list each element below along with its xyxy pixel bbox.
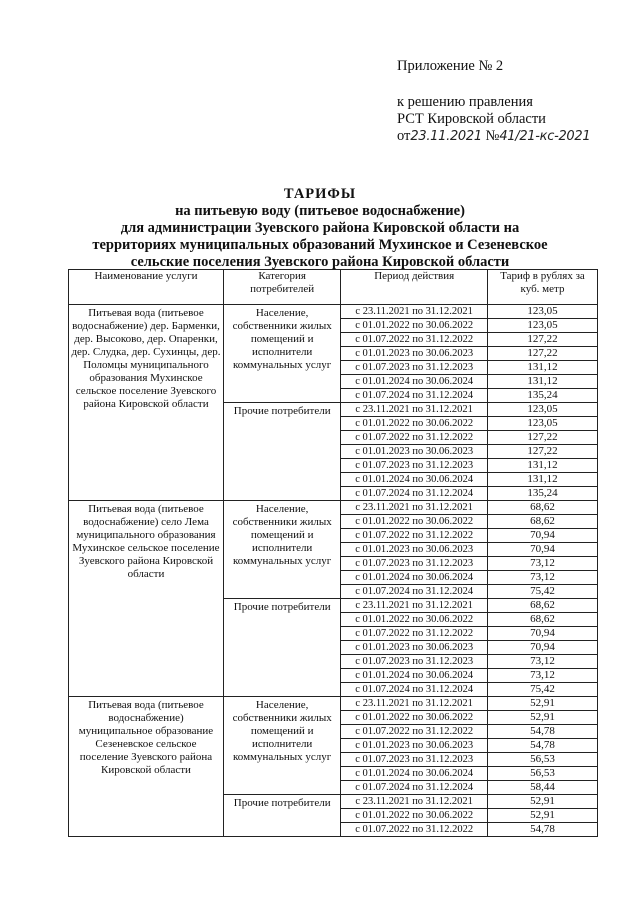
tariff-value-cell: 68,62 [488,613,598,627]
tariff-value-cell: 58,44 [488,781,598,795]
tariff-value-cell: 75,42 [488,585,598,599]
tariff-value-cell: 123,05 [488,305,598,319]
period-cell: с 01.01.2024 по 30.06.2024 [341,669,488,683]
consumer-category-cell: Прочие потребители [223,599,340,697]
table-row [69,501,598,515]
period-cell: с 23.11.2021 по 31.12.2021 [341,501,488,515]
period-cell: с 01.07.2022 по 31.12.2022 [341,823,488,837]
table-row [69,305,598,319]
period-cell: с 23.11.2021 по 31.12.2021 [341,697,488,711]
consumer-category-cell: Население, собственники жилых помещений и исполнители коммунальных услуг [223,305,340,403]
period-cell: с 23.11.2021 по 31.12.2021 [341,795,488,809]
period-cell: с 01.01.2023 по 30.06.2023 [341,641,488,655]
service-name-cell: Питьевая вода (питьевое водоснабжение) село Лема муниципального образования Мухинское сельское поселение Зуевского района Кировской области [69,501,224,697]
tariff-value-cell: 68,62 [488,599,598,613]
title-line-2: для администрации Зуевского района Кировской области на [120,220,520,236]
tariff-value-cell: 131,12 [488,459,598,473]
title-main: ТАРИФЫ [283,186,357,202]
period-cell: с 01.07.2022 по 31.12.2022 [341,725,488,739]
period-cell: с 01.07.2022 по 31.12.2022 [341,431,488,445]
tariff-value-cell: 54,78 [488,823,598,837]
period-cell: с 01.01.2024 по 30.06.2024 [341,473,488,487]
tariff-value-cell: 123,05 [488,417,598,431]
tariff-value-cell: 127,22 [488,333,598,347]
header-category: Категория потребителей [223,270,340,305]
document-title [0,186,640,271]
period-cell: с 01.01.2023 по 30.06.2023 [341,347,488,361]
period-cell: с 01.07.2022 по 31.12.2022 [341,627,488,641]
period-cell: с 01.01.2022 по 30.06.2022 [341,809,488,823]
period-cell: с 23.11.2021 по 31.12.2021 [341,599,488,613]
period-cell: с 01.01.2024 по 30.06.2024 [341,571,488,585]
period-cell: с 01.07.2023 по 31.12.2023 [341,557,488,571]
title-line-1: на питьевую воду (питьевое водоснабжение) [175,203,465,219]
consumer-category-cell: Население, собственники жилых помещений и исполнители коммунальных услуг [223,501,340,599]
header-period: Период действия [341,270,488,305]
period-cell: с 01.01.2023 по 30.06.2023 [341,739,488,753]
tariff-value-cell: 75,42 [488,683,598,697]
period-cell: с 01.01.2022 по 30.06.2022 [341,515,488,529]
period-cell: с 01.07.2024 по 31.12.2024 [341,389,488,403]
tariff-table-body [69,305,598,837]
period-cell: с 01.07.2023 по 31.12.2023 [341,361,488,375]
header-tariff: Тариф в рублях за куб. метр [488,270,598,305]
tariff-value-cell: 68,62 [488,515,598,529]
handwritten-number: 41/21-кс-2021 [499,129,591,144]
period-cell: с 23.11.2021 по 31.12.2021 [341,305,488,319]
period-cell: с 01.07.2023 по 31.12.2023 [341,459,488,473]
tariff-value-cell: 73,12 [488,655,598,669]
tariff-value-cell: 131,12 [488,473,598,487]
tariff-value-cell: 54,78 [488,739,598,753]
tariff-value-cell: 131,12 [488,361,598,375]
tariff-value-cell: 70,94 [488,627,598,641]
tariff-value-cell: 54,78 [488,725,598,739]
tariff-value-cell: 52,91 [488,711,598,725]
tariff-value-cell: 127,22 [488,347,598,361]
tariff-value-cell: 73,12 [488,669,598,683]
decision-line-2: РСТ Кировской области [397,111,546,127]
document-header [397,58,590,145]
handwritten-date: 23.11.2021 [410,129,482,144]
period-cell: с 01.07.2022 по 31.12.2022 [341,333,488,347]
period-cell: с 01.01.2023 по 30.06.2023 [341,445,488,459]
period-cell: с 01.07.2024 по 31.12.2024 [341,487,488,501]
period-cell: с 01.01.2022 по 30.06.2022 [341,319,488,333]
period-cell: с 01.07.2024 по 31.12.2024 [341,781,488,795]
tariff-value-cell: 56,53 [488,753,598,767]
period-cell: с 01.07.2023 по 31.12.2023 [341,655,488,669]
consumer-category-cell: Прочие потребители [223,795,340,837]
period-cell: с 01.07.2023 по 31.12.2023 [341,753,488,767]
decision-line-1: к решению правления [397,94,533,110]
period-cell: с 01.01.2024 по 30.06.2024 [341,375,488,389]
tariff-value-cell: 127,22 [488,431,598,445]
number-prefix: № [485,128,500,144]
tariff-value-cell: 68,62 [488,501,598,515]
service-name-cell: Питьевая вода (питьевое водоснабжение) муниципальное образование Сезеневское сельское поселение Зуевского района Кировской области [69,697,224,837]
tariff-value-cell: 52,91 [488,697,598,711]
period-cell: с 01.01.2022 по 30.06.2022 [341,417,488,431]
tariff-value-cell: 52,91 [488,795,598,809]
table-row [69,697,598,711]
tariff-value-cell: 123,05 [488,403,598,417]
table-header-row [69,270,598,305]
consumer-category-cell: Прочие потребители [223,403,340,501]
service-name-cell: Питьевая вода (питьевое водоснабжение) дер. Барменки, дер. Высоково, дер. Опаренки, дер. Слудка, дер. Сухинцы, дер. Поломцы муниципального образования Мухинское сельское поселение Зуевского района Кировской области [69,305,224,501]
header-service: Наименование услуги [69,270,224,305]
period-cell: с 01.01.2023 по 30.06.2023 [341,543,488,557]
decision-reference [397,128,590,145]
tariff-value-cell: 131,12 [488,375,598,389]
tariff-value-cell: 70,94 [488,529,598,543]
tariff-value-cell: 56,53 [488,767,598,781]
tariff-value-cell: 73,12 [488,557,598,571]
tariff-value-cell: 135,24 [488,487,598,501]
tariff-value-cell: 73,12 [488,571,598,585]
from-prefix: от [397,128,411,144]
period-cell: с 01.01.2022 по 30.06.2022 [341,711,488,725]
period-cell: с 01.07.2022 по 31.12.2022 [341,529,488,543]
period-cell: с 23.11.2021 по 31.12.2021 [341,403,488,417]
period-cell: с 01.01.2022 по 30.06.2022 [341,613,488,627]
tariff-value-cell: 70,94 [488,543,598,557]
period-cell: с 01.07.2024 по 31.12.2024 [341,683,488,697]
period-cell: с 01.07.2024 по 31.12.2024 [341,585,488,599]
tariff-value-cell: 70,94 [488,641,598,655]
title-line-3: территориях муниципальных образований Мухинское и Сезеневское [92,237,548,253]
annex-label: Приложение № 2 [397,58,504,74]
title-line-4: сельские поселения Зуевского района Кировской области [130,254,510,270]
consumer-category-cell: Население, собственники жилых помещений и исполнители коммунальных услуг [223,697,340,795]
tariff-table [68,269,598,837]
tariff-value-cell: 123,05 [488,319,598,333]
tariff-value-cell: 127,22 [488,445,598,459]
tariff-value-cell: 135,24 [488,389,598,403]
tariff-value-cell: 52,91 [488,809,598,823]
period-cell: с 01.01.2024 по 30.06.2024 [341,767,488,781]
